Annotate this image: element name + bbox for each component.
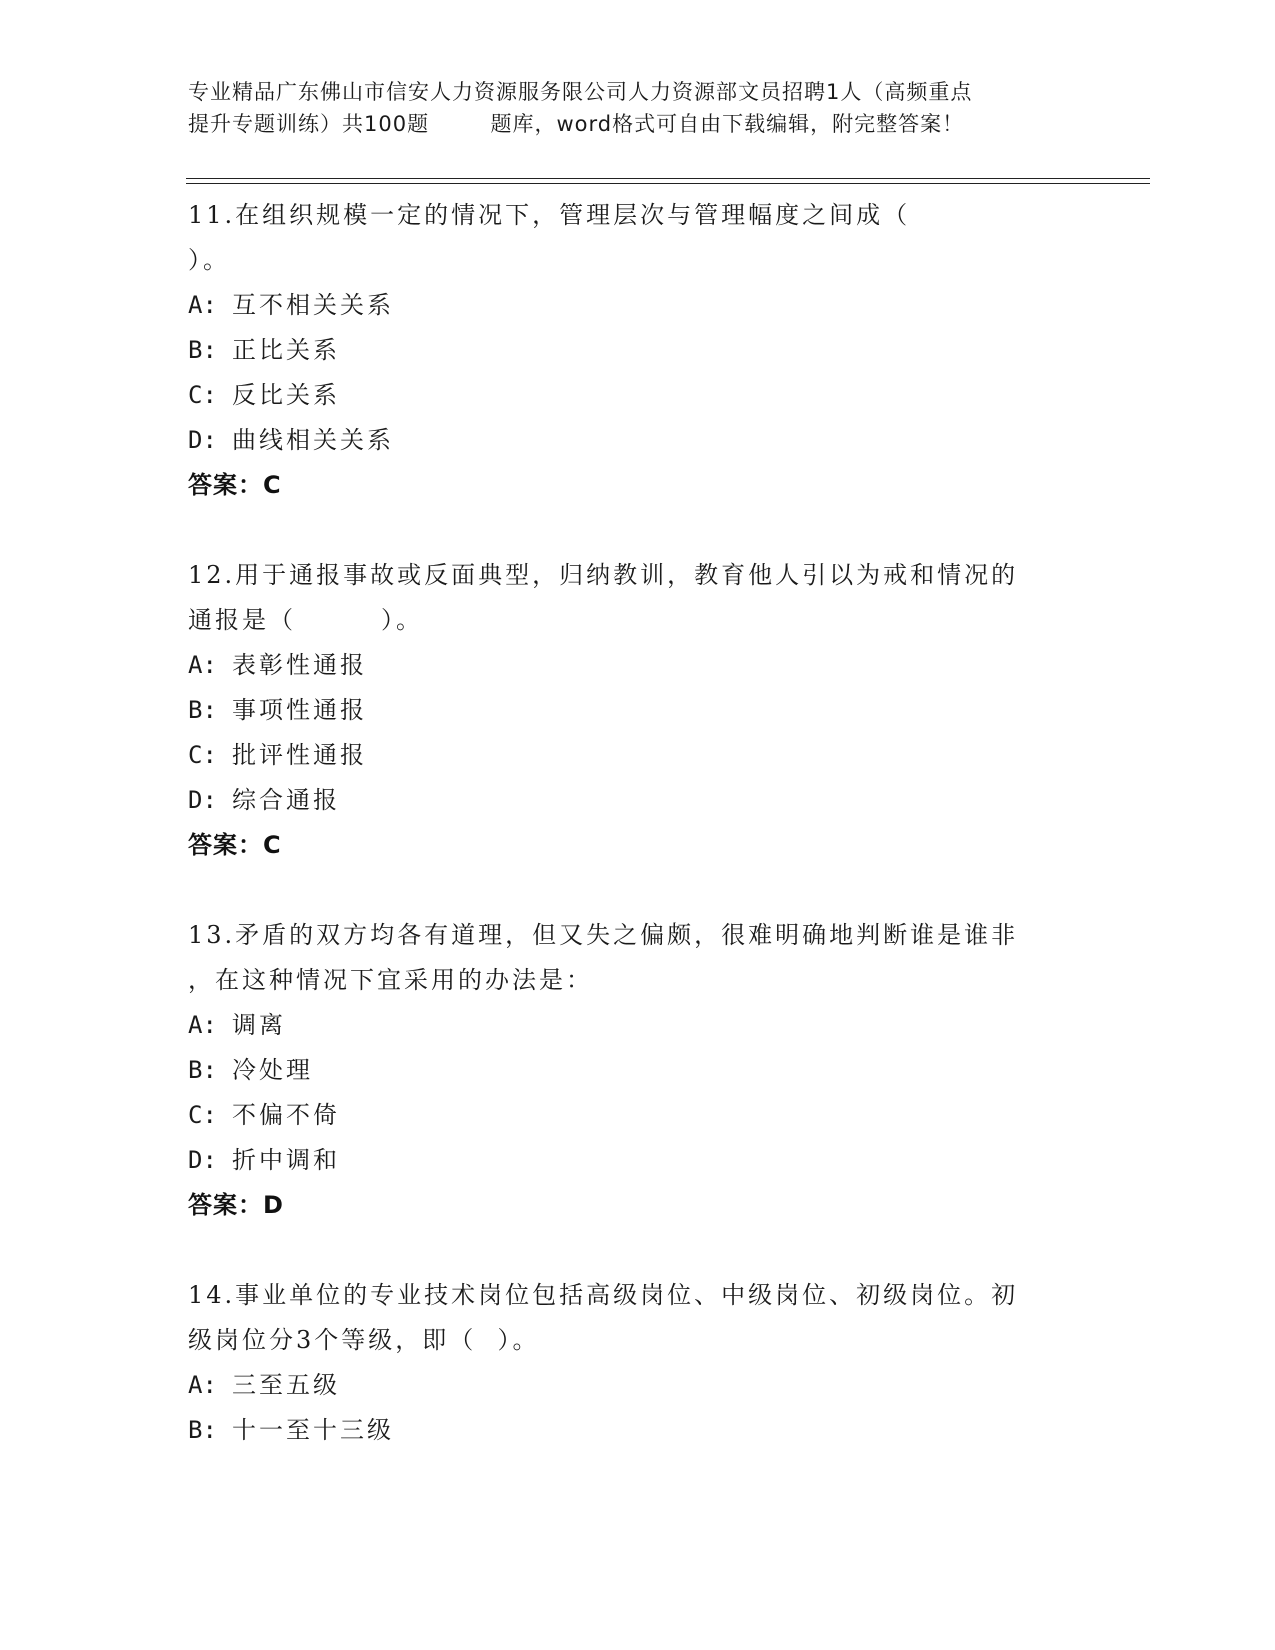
option-key: A: <box>188 651 217 679</box>
option-key: B: <box>188 696 217 724</box>
option-text: 综合通报 <box>232 786 340 814</box>
option-key: D: <box>188 426 217 454</box>
question-stem: ）。 <box>188 246 230 274</box>
question-stem: 级岗位分3个等级，即（ ）。 <box>188 1326 540 1354</box>
option-text: 互不相关关系 <box>232 291 394 319</box>
option-a <box>188 1363 1088 1408</box>
option-d <box>188 418 1088 463</box>
option-b <box>188 1048 1088 1093</box>
question-list <box>188 193 1088 1498</box>
option-a <box>188 1003 1088 1048</box>
question-stem: 14.事业单位的专业技术岗位包括高级岗位、中级岗位、初级岗位。初 <box>188 1281 1019 1309</box>
answer: 答案：D <box>188 1191 284 1219</box>
header-line-2: 提升专题训练）共100题 题库，word格式可自由下载编辑，附完整答案！ <box>188 112 965 136</box>
document-header <box>188 76 1088 140</box>
option-text: 曲线相关关系 <box>232 426 394 454</box>
option-b <box>188 688 1088 733</box>
question-14 <box>188 1273 1088 1453</box>
question-13 <box>188 913 1088 1228</box>
option-c <box>188 1093 1088 1138</box>
question-stem: 通报是（ ）。 <box>188 606 424 634</box>
option-text: 反比关系 <box>232 381 340 409</box>
header-line-1: 专业精品广东佛山市信安人力资源服务限公司人力资源部文员招聘1人（高频重点 <box>188 80 973 104</box>
option-a <box>188 643 1088 688</box>
option-b <box>188 1408 1088 1453</box>
option-d <box>188 778 1088 823</box>
option-d <box>188 1138 1088 1183</box>
answer: 答案：C <box>188 831 282 859</box>
option-key: D: <box>188 786 217 814</box>
question-stem: 11.在组织规模一定的情况下，管理层次与管理幅度之间成（ <box>188 201 911 229</box>
option-text: 冷处理 <box>232 1056 313 1084</box>
question-stem: 12.用于通报事故或反面典型，归纳教训，教育他人引以为戒和情况的 <box>188 561 1019 589</box>
option-text: 事项性通报 <box>232 696 367 724</box>
option-text: 三至五级 <box>232 1371 340 1399</box>
option-key: B: <box>188 336 217 364</box>
option-key: B: <box>188 1416 217 1444</box>
option-text: 折中调和 <box>232 1146 340 1174</box>
option-key: B: <box>188 1056 217 1084</box>
option-key: C: <box>188 1101 217 1129</box>
question-stem: 13.矛盾的双方均各有道理，但又失之偏颇，很难明确地判断谁是谁非 <box>188 921 1019 949</box>
option-key: A: <box>188 291 217 319</box>
option-text: 不偏不倚 <box>232 1101 340 1129</box>
header-divider-bottom <box>186 183 1150 184</box>
question-11 <box>188 193 1088 508</box>
option-a <box>188 283 1088 328</box>
option-text: 正比关系 <box>232 336 340 364</box>
question-stem: ，在这种情况下宜采用的办法是： <box>188 966 593 994</box>
option-text: 表彰性通报 <box>232 651 367 679</box>
option-c <box>188 733 1088 778</box>
option-b <box>188 328 1088 373</box>
option-text: 调离 <box>232 1011 286 1039</box>
question-12 <box>188 553 1088 868</box>
option-key: C: <box>188 381 217 409</box>
option-key: A: <box>188 1011 217 1039</box>
option-text: 批评性通报 <box>232 741 367 769</box>
option-key: D: <box>188 1146 217 1174</box>
option-c <box>188 373 1088 418</box>
option-text: 十一至十三级 <box>232 1416 394 1444</box>
option-key: C: <box>188 741 217 769</box>
header-divider-top <box>186 178 1150 179</box>
option-key: A: <box>188 1371 217 1399</box>
answer: 答案：C <box>188 471 282 499</box>
